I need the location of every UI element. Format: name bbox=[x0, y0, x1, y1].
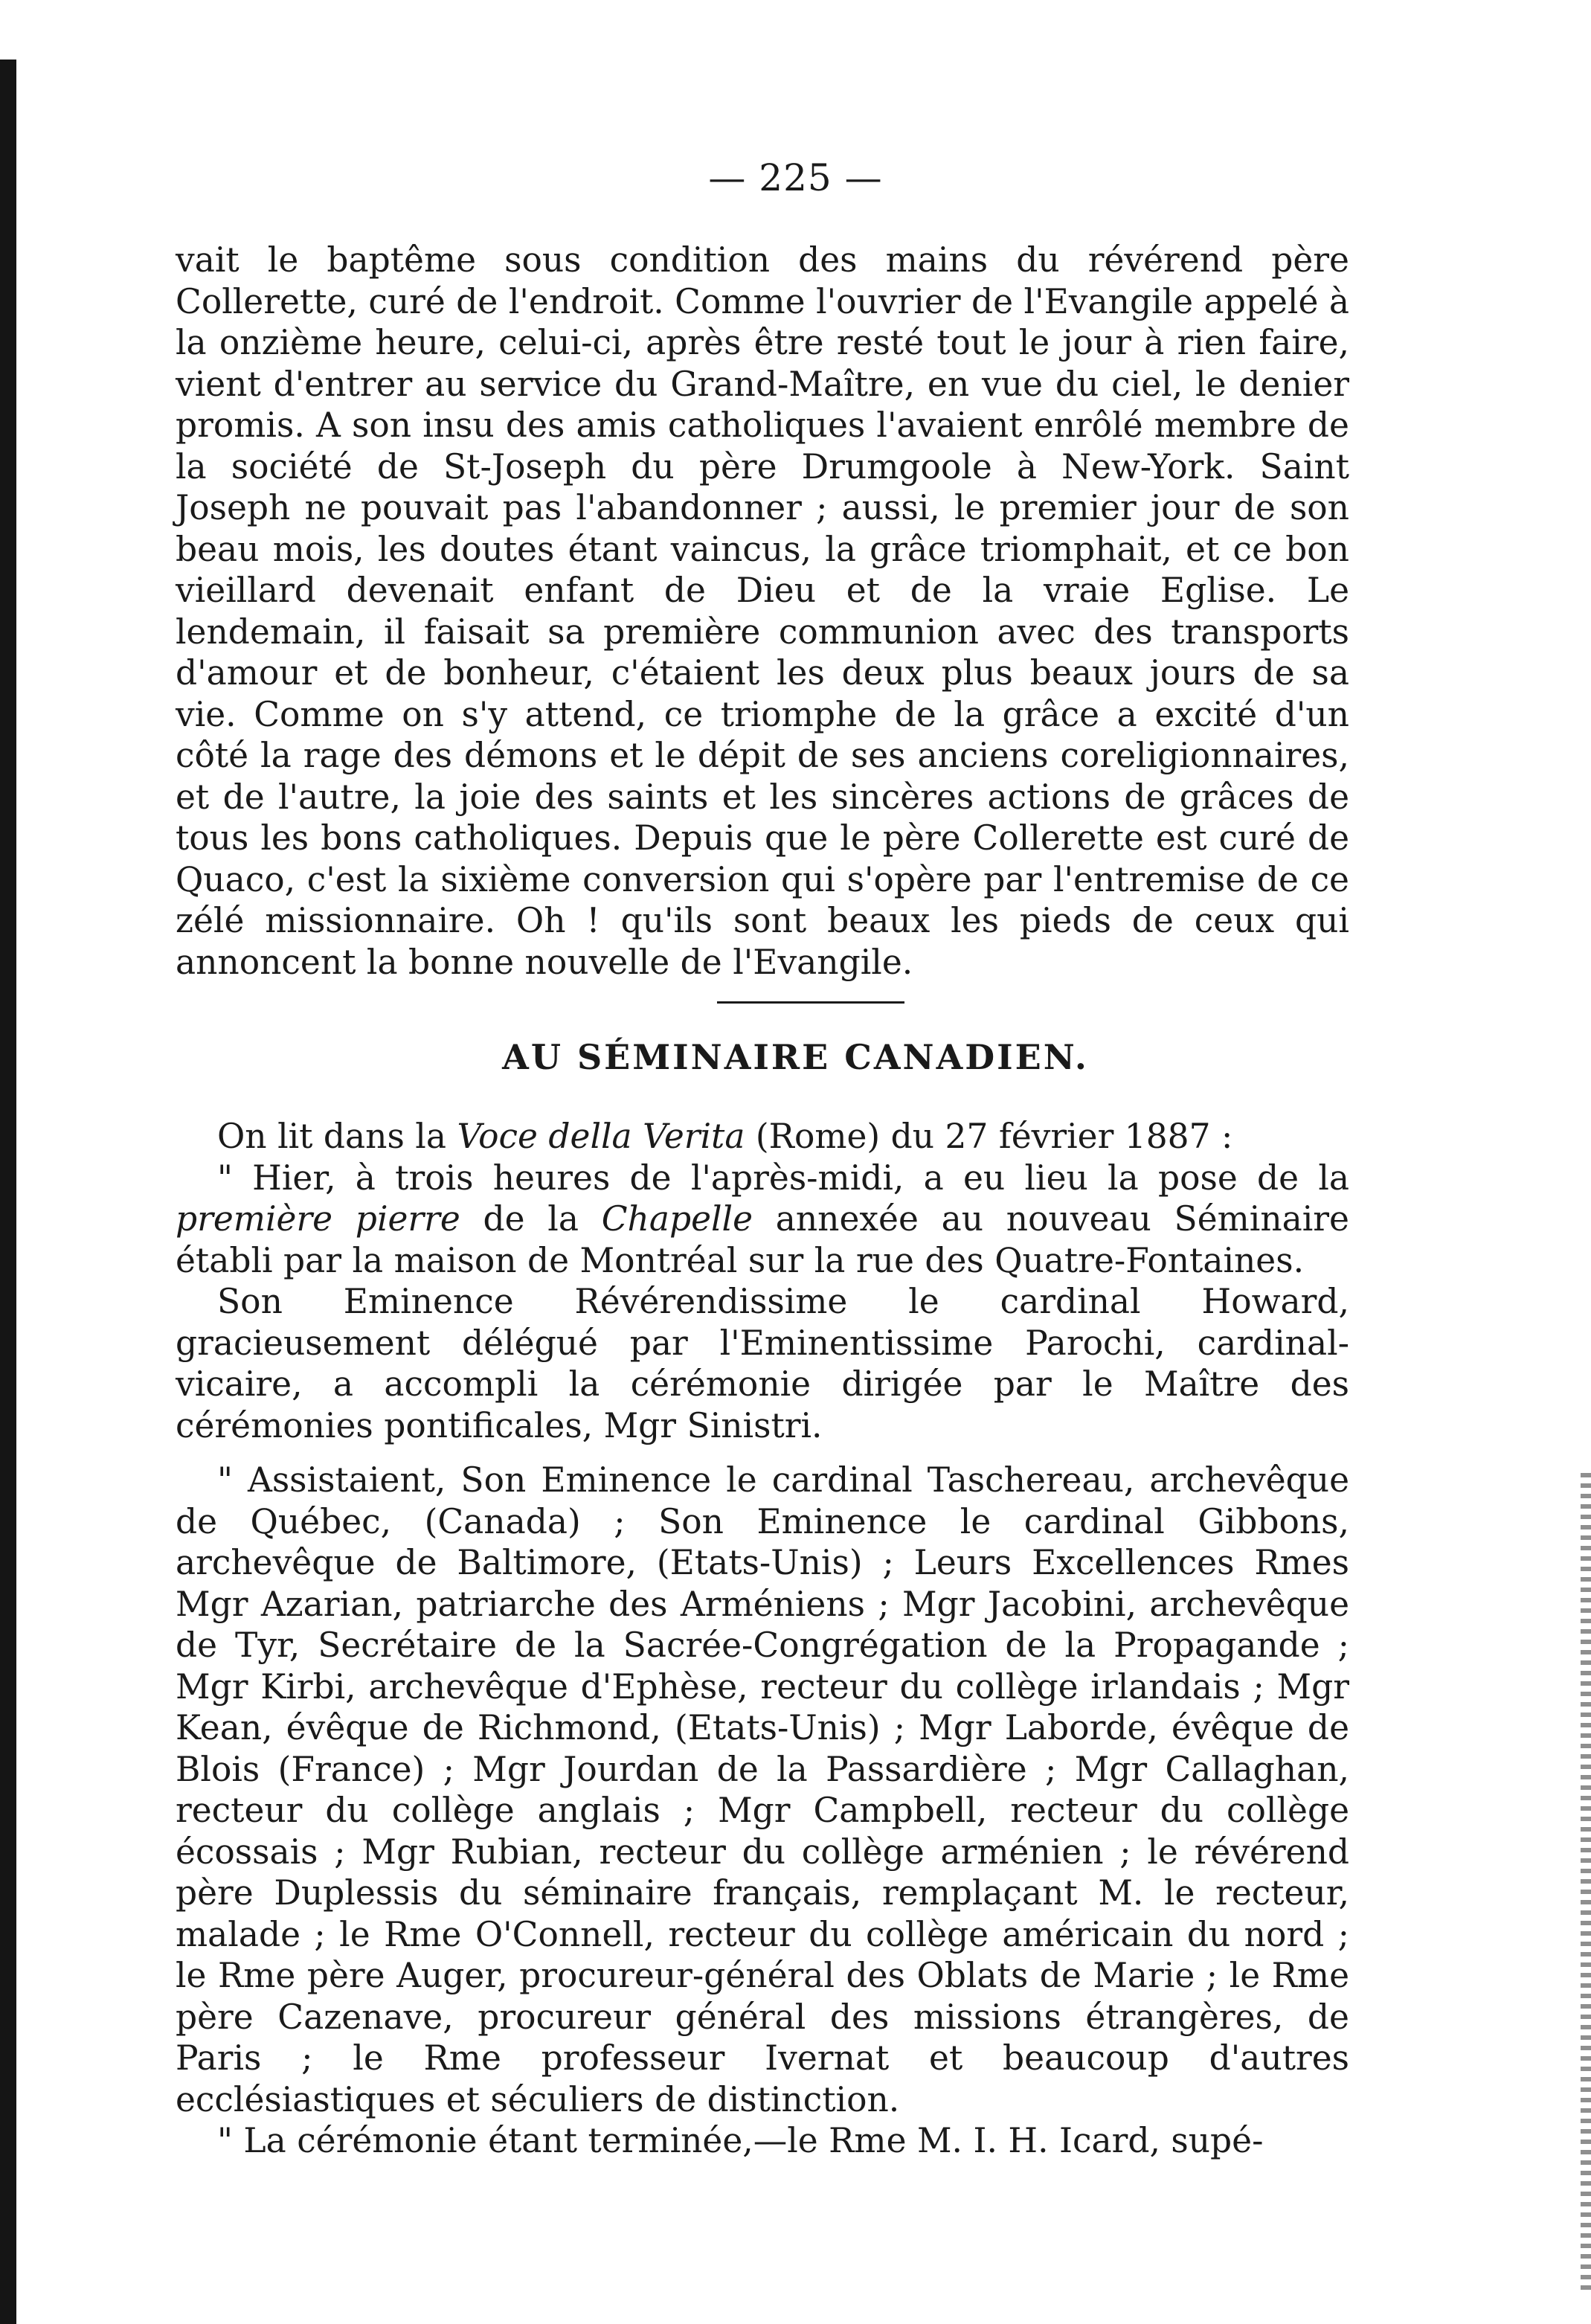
paragraph-6: " La cérémonie étant terminée,—le Rme M. I. H. Icard, supé- bbox=[217, 2121, 1264, 2160]
section-heading: AU SÉMINAIRE CANADIEN. bbox=[502, 1037, 1089, 1077]
section-divider bbox=[717, 1001, 904, 1004]
paragraph-2-text-a: On lit dans la bbox=[217, 1117, 457, 1156]
paragraph-3-text-b: de la bbox=[460, 1199, 602, 1239]
paragraph-4: Son Eminence Révérendissime le cardinal Howard, gracieusement délégué par l'Eminentissime Parochi, cardinal-vicaire, a accompli la cérémonie dirigée par le Maître des cérémonies pontificales, Mgr Sinistri. bbox=[176, 1282, 1349, 1445]
paragraph-2 bbox=[176, 1116, 1349, 1158]
paragraph-2-text-b: (Rome) du 27 février 1887 : bbox=[745, 1117, 1233, 1156]
newspaper-title: Voce della Verita bbox=[457, 1117, 745, 1156]
paragraph-5: " Assistaient, Son Eminence le cardinal Taschereau, archevêque de Québec, (Canada) ; Son Eminence le cardinal Gibbons, archevêque de Baltimore, (Etats-Unis) ; Leurs Excellences Rmes Mgr Azarian, patriarche des Arméniens ; Mgr Jacobini, archevêque de Tyr, Secrétaire de la Sacrée-Congrégation de la Propagande ; Mgr Kirbi, archevêque d'Ephèse, recteur du collège irlandais ; Mgr Kean, évêque de Richmond, (Etats-Unis) ; Mgr Laborde, évêque de Blois (France) ; Mgr Jourdan de la Passardière ; Mgr Callaghan, recteur du collège anglais ; Mgr Campbell, recteur du collège écossais ; Mgr Rubian, recteur du collège arménien ; le révérend père Duplessis du séminaire français, remplaçant M. le recteur, malade ; le Rme O'Connell, recteur du collège américain du nord ; le Rme père Auger, procureur-général des Oblats de Marie ; le Rme père Cazenave, procureur général des missions étrangères, de Paris ; le Rme professeur Ivernat et beaucoup d'autres ecclésiastiques et séculiers de distinction. bbox=[176, 1460, 1349, 2119]
paragraph-3-text-a: " Hier, à trois heures de l'après-midi, a eu lieu la pose de la bbox=[217, 1158, 1349, 1198]
binding-edge bbox=[0, 60, 16, 2324]
section-body bbox=[176, 1116, 1349, 2162]
paragraph-1: vait le baptême sous condition des mains du révérend père Collerette, curé de l'endroit. Comme l'ouvrier de l'Evangile appelé à la onzième heure, celui-ci, après être resté tout le jour à rien faire, vient d'entrer au service du Grand-Maître, en vue du ciel, le denier promis. A son insu des amis catholiques l'avaient enrôlé membre de la société de St-Joseph du père Drumgoole à New-York. Saint Joseph ne pouvait pas l'abandonner ; aussi, le premier jour de son beau mois, les doutes étant vaincus, la grâce triomphait, et ce bon vieillard devenait enfant de Dieu et de la vraie Eglise. Le lendemain, il faisait sa première communion avec des transports d'amour et de bonheur, c'étaient les deux plus beaux jours de sa vie. Comme on s'y attend, ce triomphe de la grâce a excité d'un côté la rage des démons et le dépit de ses anciens coreligionnaires, et de l'autre, la joie des saints et les sincères actions de grâces de tous les bons catholiques. Depuis que le père Collerette est curé de Quaco, c'est la sixième conversion qui s'opère par l'entremise de ce zélé missionnaire. Oh ! qu'ils sont beaux les pieds de ceux qui annoncent la bonne nouvelle de l'Evangile. bbox=[176, 240, 1349, 982]
paragraph-3-text-c: annexée au nouveau Séminaire établi par la maison de Montréal sur la rue des Quatre-Fontaines. bbox=[176, 1199, 1349, 1280]
page-number: — 225 — bbox=[708, 156, 883, 199]
right-edge-marks bbox=[1581, 1473, 1591, 2291]
paragraph-3 bbox=[176, 1158, 1349, 1282]
paragraph-3-italic-2: Chapelle bbox=[601, 1199, 753, 1239]
paragraph-3-italic-1: première pierre bbox=[176, 1199, 460, 1239]
